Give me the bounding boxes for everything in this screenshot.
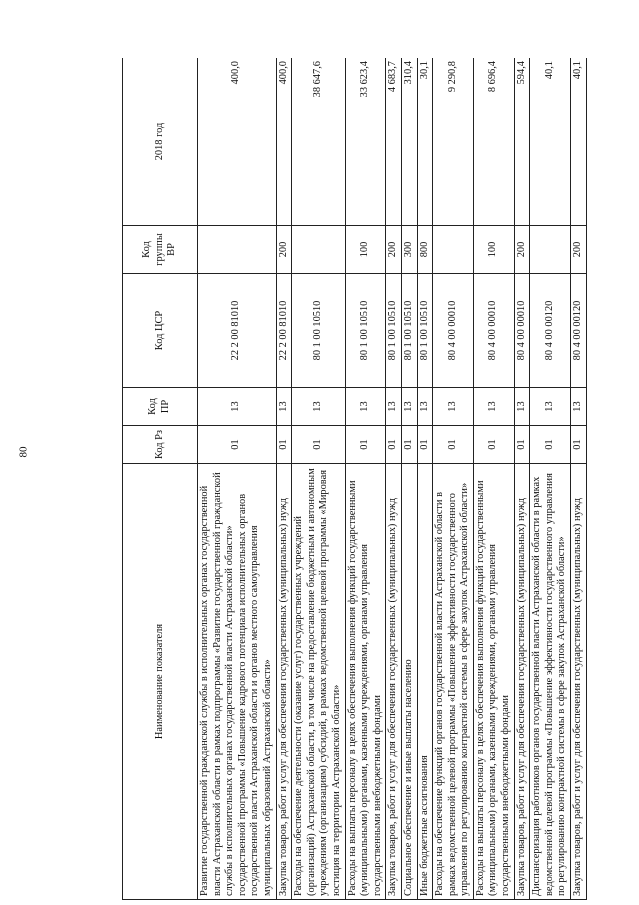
rotated-content — [122, 58, 602, 900]
row-value: 400,0 — [276, 58, 292, 226]
row-vr — [292, 226, 345, 274]
row-value: 400,0 — [198, 58, 277, 226]
row-vr: 200 — [571, 226, 587, 274]
header-csr: Код ЦСР — [123, 274, 198, 388]
table-row — [401, 58, 417, 900]
row-pr: 13 — [417, 388, 433, 426]
table-row — [433, 58, 474, 900]
row-rz: 01 — [386, 426, 402, 464]
row-pr: 13 — [292, 388, 345, 426]
table-header — [123, 58, 198, 900]
row-value: 38 647,6 — [292, 58, 345, 226]
row-name: Социальное обеспечение и иные выплаты населению — [401, 464, 417, 900]
row-rz: 01 — [433, 426, 474, 464]
row-name: Закупка товаров, работ и услуг для обеспечения государственных (муниципальных) нужд — [571, 464, 587, 900]
row-value: 310,4 — [401, 58, 417, 226]
table-row — [571, 58, 587, 900]
row-name: Иные бюджетные ассигнования — [417, 464, 433, 900]
row-rz: 01 — [292, 426, 345, 464]
row-csr: 22 2 00 81010 — [198, 274, 277, 388]
row-rz: 01 — [571, 426, 587, 464]
row-value: 8 696,4 — [473, 58, 514, 226]
row-pr: 13 — [571, 388, 587, 426]
row-rz: 01 — [401, 426, 417, 464]
row-name: Диспансеризация работников органов государственной власти Астраханской области в рамках ведомственной целевой программы «Повышение эффективности государственного управления по регулированию контрактной системы в сфере закупок Астраханской области» — [530, 464, 571, 900]
row-pr: 13 — [514, 388, 530, 426]
row-rz: 01 — [473, 426, 514, 464]
row-name: Закупка товаров, работ и услуг для обеспечения государственных (муниципальных) нужд — [276, 464, 292, 900]
row-vr: 200 — [514, 226, 530, 274]
row-vr — [198, 226, 277, 274]
row-rz: 01 — [417, 426, 433, 464]
row-pr: 13 — [530, 388, 571, 426]
budget-table — [122, 58, 587, 900]
row-csr: 80 1 00 10510 — [292, 274, 345, 388]
row-vr: 100 — [345, 226, 386, 274]
table-body — [198, 58, 587, 900]
header-vr: Код группы ВР — [123, 226, 198, 274]
row-value: 4 683,7 — [386, 58, 402, 226]
row-name: Закупка товаров, работ и услуг для обеспечения государственных (муниципальных) нужд — [514, 464, 530, 900]
row-csr: 80 1 00 10510 — [401, 274, 417, 388]
rotated-page — [122, 58, 602, 900]
table-row — [345, 58, 386, 900]
row-pr: 13 — [345, 388, 386, 426]
row-rz: 01 — [198, 426, 277, 464]
row-value: 594,4 — [514, 58, 530, 226]
row-name: Закупка товаров, работ и услуг для обеспечения государственных (муниципальных) нужд — [386, 464, 402, 900]
row-csr: 80 1 00 10510 — [417, 274, 433, 388]
row-name: Расходы на обеспечение деятельности (оказание услуг) государственных учреждений (организаций) Астраханской области, в том числе на предоставление бюджетным и автономным учреждениям (организациям) субсидий, в рамках ведомственной целевой программы «Мировая юстиция на территории Астраханской области» — [292, 464, 345, 900]
row-pr: 13 — [276, 388, 292, 426]
row-csr: 22 2 00 81010 — [276, 274, 292, 388]
header-pr: Код ПР — [123, 388, 198, 426]
row-csr: 80 4 00 00010 — [473, 274, 514, 388]
row-vr: 200 — [276, 226, 292, 274]
row-name: Расходы на выплаты персоналу в целях обеспечения выполнения функций государственными (муниципальными) органами, казенными учреждениями, органами управления государственными внебюджетными фондами — [473, 464, 514, 900]
row-csr: 80 4 00 00010 — [514, 274, 530, 388]
table-row — [417, 58, 433, 900]
row-vr: 200 — [386, 226, 402, 274]
row-value: 40,1 — [530, 58, 571, 226]
header-name: Наименование показателя — [123, 464, 198, 900]
row-vr: 100 — [473, 226, 514, 274]
row-value: 40,1 — [571, 58, 587, 226]
row-value: 9 290,8 — [433, 58, 474, 226]
row-pr: 13 — [473, 388, 514, 426]
row-pr: 13 — [401, 388, 417, 426]
row-vr — [530, 226, 571, 274]
header-year: 2018 год — [123, 58, 198, 226]
row-name: Расходы на выплаты персоналу в целях обеспечения выполнения функций государственными (муниципальными) органами, казенными учреждениями, органами управления государственными внебюджетными фондами — [345, 464, 386, 900]
table-row — [276, 58, 292, 900]
row-name: Расходы на обеспечение функций органов государственной власти Астраханской области в рамках ведомственной целевой программы «Повышение эффективности государственного управления по регулированию контрактной системы в сфере закупок Астраханской области» — [433, 464, 474, 900]
row-pr: 13 — [198, 388, 277, 426]
row-rz: 01 — [276, 426, 292, 464]
row-vr: 800 — [417, 226, 433, 274]
row-csr: 80 4 00 00120 — [571, 274, 587, 388]
row-rz: 01 — [514, 426, 530, 464]
row-value: 33 623,4 — [345, 58, 386, 226]
row-name: Развитие государственной гражданской службы в исполнительных органах государственной власти Астраханской области в рамках подпрограммы «Развитие государственной гражданской службы в исполнительных органах государственной власти Астраханской области» государственной программы «Повышение кадрового потенциала исполнительных органов государственной власти Астраханской области и органов местного самоуправления муниципальных образований Астраханской области» — [198, 464, 277, 900]
row-rz: 01 — [530, 426, 571, 464]
table-row — [530, 58, 571, 900]
row-vr — [433, 226, 474, 274]
row-csr: 80 4 00 00120 — [530, 274, 571, 388]
row-csr: 80 4 00 00010 — [433, 274, 474, 388]
row-rz: 01 — [345, 426, 386, 464]
table-row — [473, 58, 514, 900]
page-number: 80 — [17, 446, 30, 458]
row-pr: 13 — [433, 388, 474, 426]
table-row — [514, 58, 530, 900]
row-pr: 13 — [386, 388, 402, 426]
row-csr: 80 1 00 10510 — [345, 274, 386, 388]
header-row — [123, 58, 198, 900]
row-csr: 80 1 00 10510 — [386, 274, 402, 388]
table-row — [386, 58, 402, 900]
row-value: 30,1 — [417, 58, 433, 226]
table-row — [292, 58, 345, 900]
table-row — [198, 58, 277, 900]
row-vr: 300 — [401, 226, 417, 274]
header-rz: Код Рз — [123, 426, 198, 464]
